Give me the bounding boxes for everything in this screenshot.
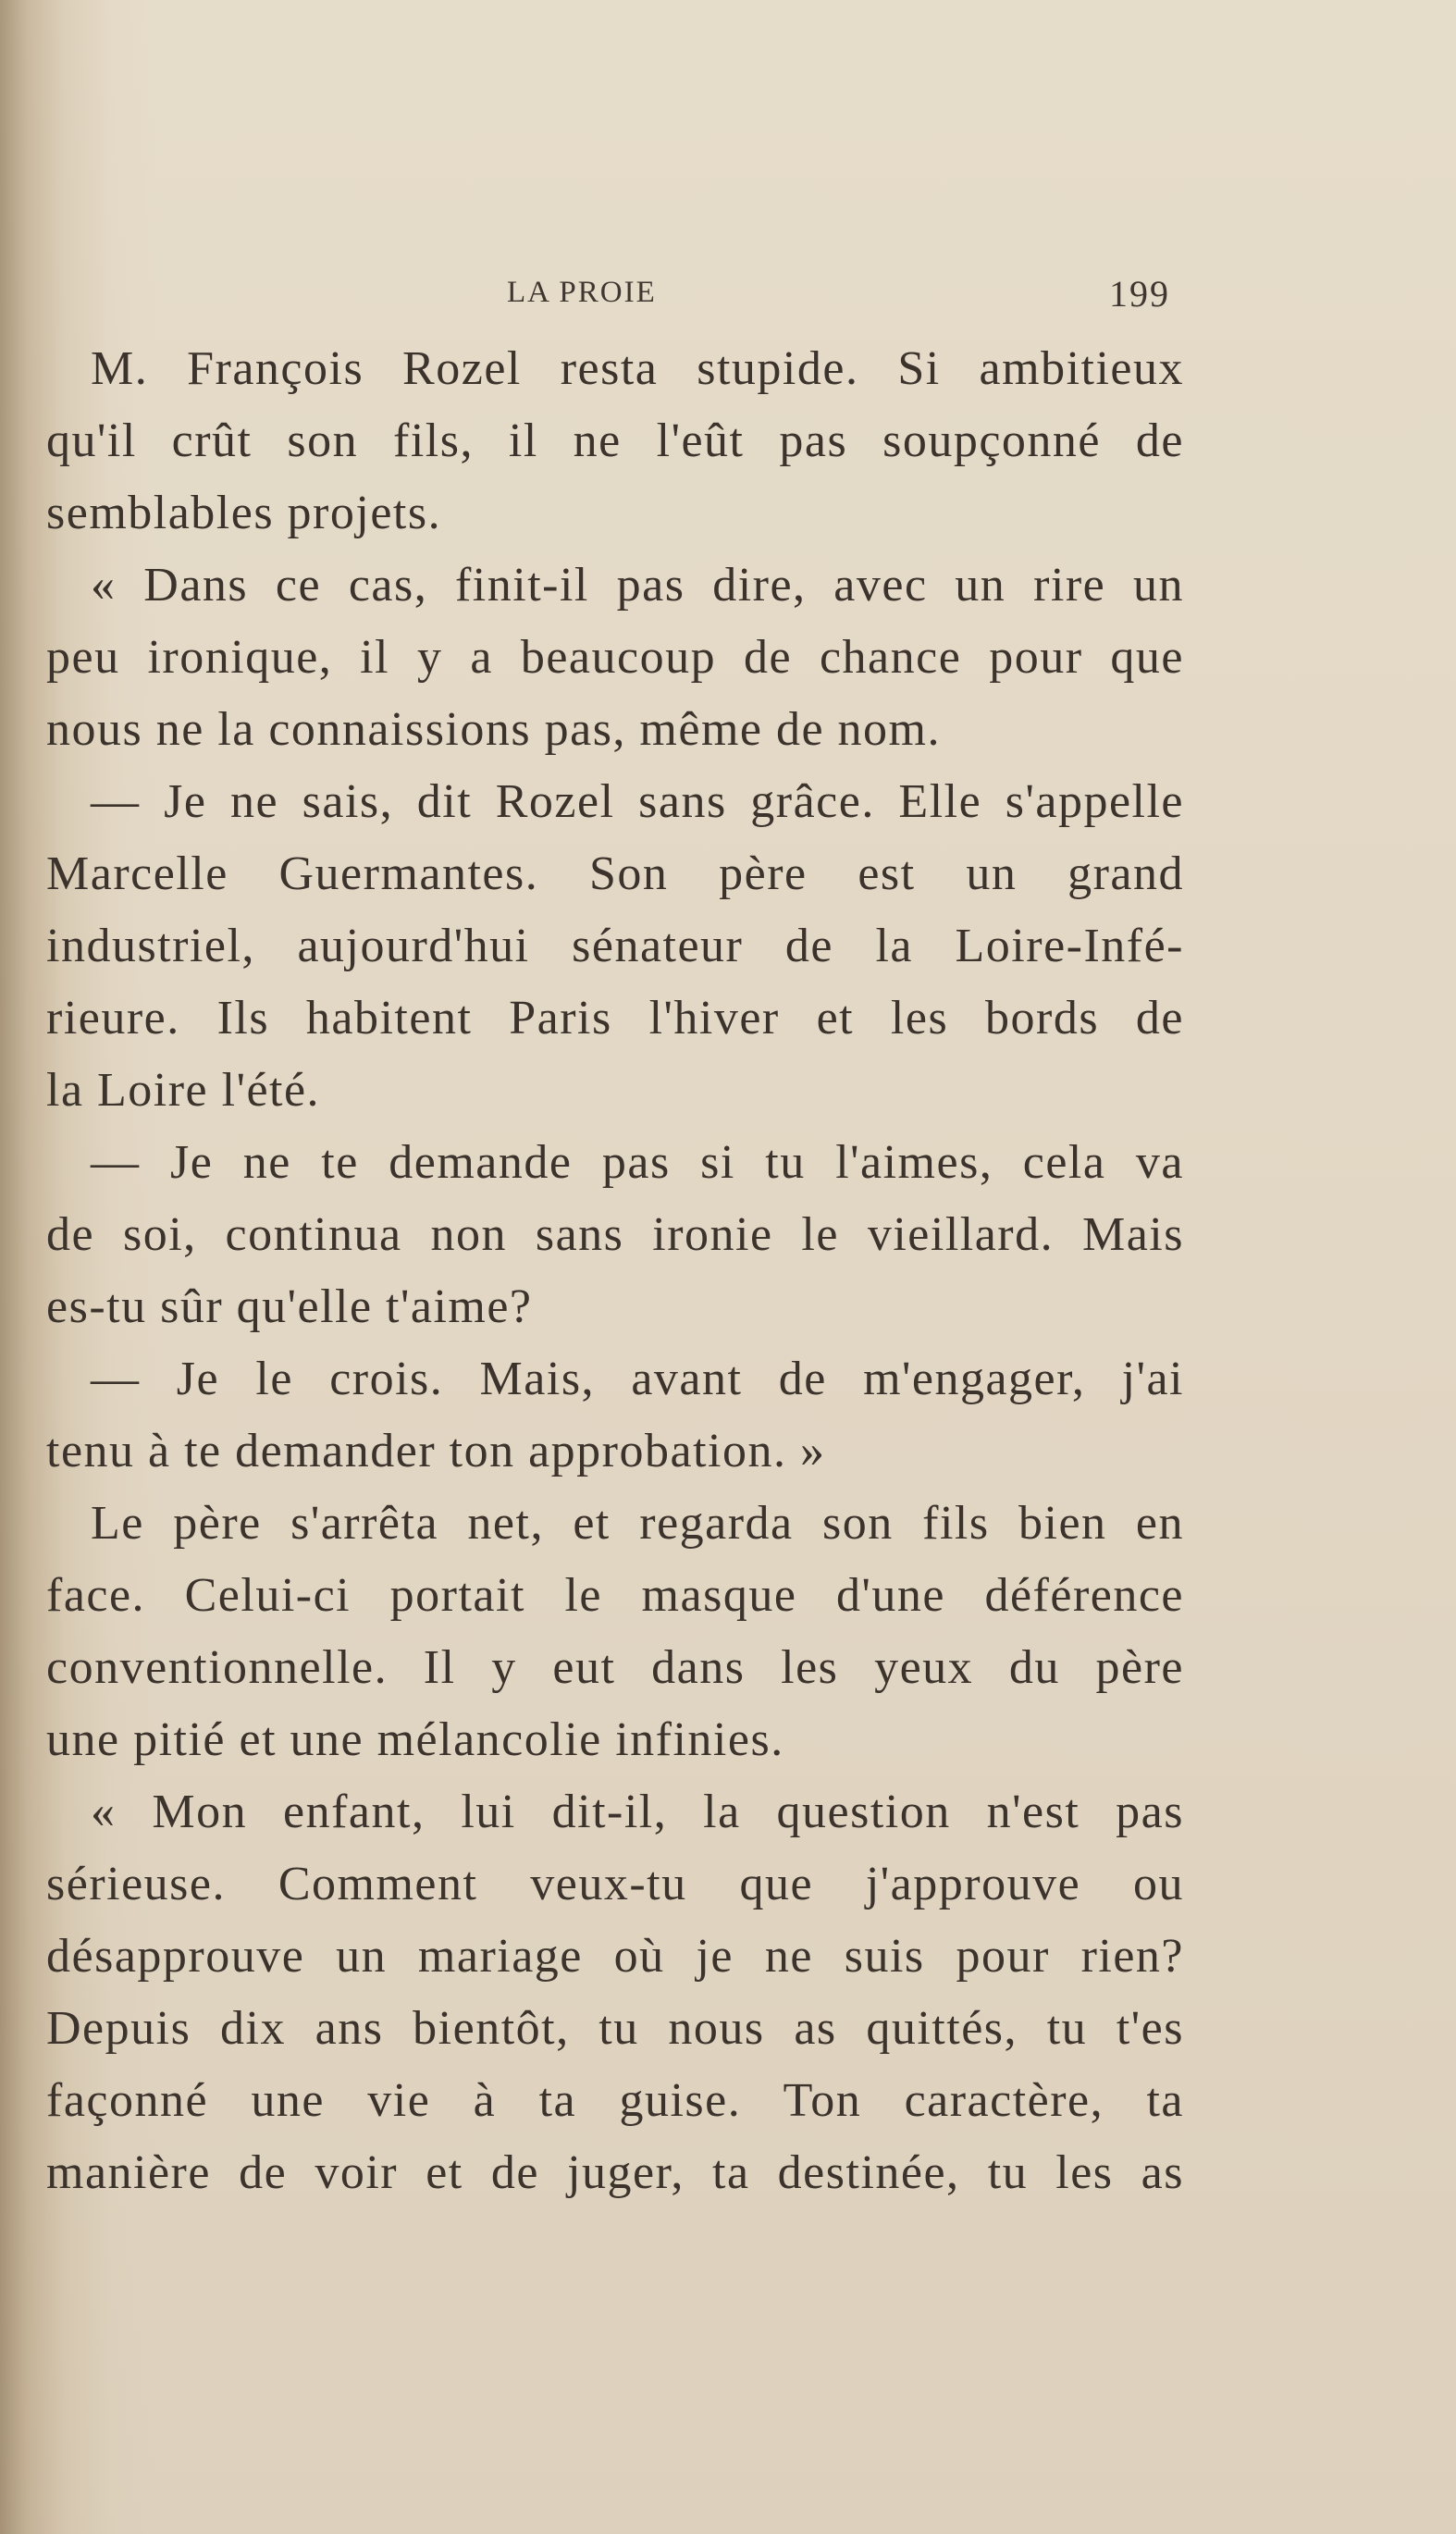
text-line: la Loire l'été. [46,1064,321,1117]
text-line: de soi, continua non sans ironie le vieillard. Mais [46,1208,1184,1261]
text-line: façonné une vie à ta guise. Ton caractère, ta [46,2074,1184,2127]
text-line: Marcelle Guermantes. Son père est un grand [46,847,1184,900]
text-line: Le père s'arrêta net, et regarda son fils bien en [91,1497,1184,1550]
page-number: 199 [1109,273,1170,315]
text-line: industriel, aujourd'hui sénateur de la Loire-Infé- [46,920,1184,972]
text-line: face. Celui-ci portait le masque d'une déférence [46,1569,1184,1622]
text-line: une pitié et une mélancolie infinies. [46,1713,784,1766]
text-line: Depuis dix ans bientôt, tu nous as quittés, tu t'es [46,2002,1184,2055]
text-line: nous ne la connaissions pas, même de nom. [46,703,942,756]
text-line: tenu à te demander ton approbation. » [46,1425,826,1477]
text-line: qu'il crût son fils, il ne l'eût pas soupçonné de [46,414,1184,467]
text-line: peu ironique, il y a beaucoup de chance pour que [46,631,1184,684]
running-title: LA PROIE [507,276,657,309]
text-line: M. François Rozel resta stupide. Si ambitieux [91,342,1184,395]
text-line: sérieuse. Comment veux-tu que j'approuve ou [46,1858,1184,1910]
text-line: — Je ne sais, dit Rozel sans grâce. Elle s'appelle [91,775,1184,828]
text-line: semblables projets. [46,487,442,539]
text-line: « Dans ce cas, finit-il pas dire, avec un rire un [91,559,1184,612]
text-line: es-tu sûr qu'elle t'aime? [46,1280,533,1333]
text-line: conventionnelle. Il y eut dans les yeux du père [46,1641,1184,1694]
running-head [0,273,1456,322]
text-line: — Je le crois. Mais, avant de m'engager, j'ai [91,1353,1184,1405]
text-line: manière de voir et de juger, ta destinée, tu les as [46,2146,1184,2199]
text-line: désapprouve un mariage où je ne suis pour rien? [46,1930,1184,1983]
body-text [46,333,1184,2209]
text-line: « Mon enfant, lui dit-il, la question n'est pas [91,1786,1184,1838]
text-line: rieure. Ils habitent Paris l'hiver et les bords de [46,992,1184,1045]
text-line: — Je ne te demande pas si tu l'aimes, cela va [91,1136,1184,1189]
